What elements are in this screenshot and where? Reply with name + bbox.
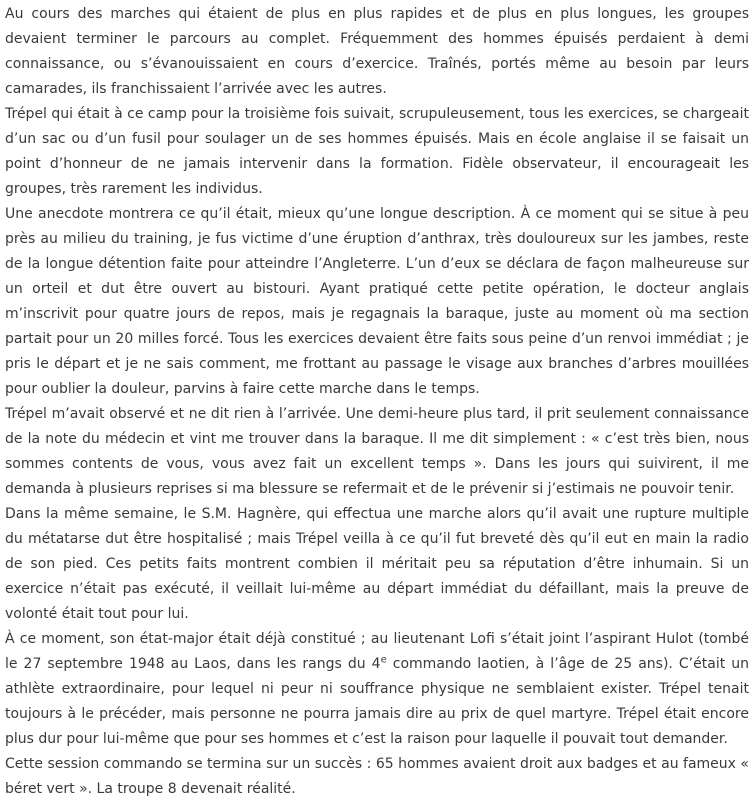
paragraph-4: Trépel m’avait observé et ne dit rien à l’arrivée. Une demi-heure plus tard, il prit seulement connaissance de la note du médecin et vint me trouver dans la baraque. Il me dit simplement : « c’est très bien, nous sommes contents de vous, vous avez fait un excellent temps ». Dans les jours qui suivirent, il me demanda à plusieurs reprises si ma blessure se refermait et de le prévenir si j’estimais ne pouvoir tenir.	[5, 406, 749, 497]
paragraph-2: Trépel qui était à ce camp pour la troisième fois suivait, scrupuleusement, tous les exercices, se chargeait d’un sac ou d’un fusil pour soulager un de ses hommes épuisés. Mais en école anglaise il se faisait un point d’honneur de ne jamais intervenir dans la formation. Fidèle observateur, il encourageait les groupes, très rarement les individus.	[5, 106, 749, 197]
paragraph-1: Au cours des marches qui étaient de plus en plus rapides et de plus en plus longues, les groupes devaient terminer le parcours au complet. Fréquemment des hommes épuisés perdaient à demi connaissance, ou s’évanouissaient en cours d’exercice. Traînés, portés même au besoin par leurs camarades, ils franchissaient l’arrivée avec les autres.	[5, 6, 749, 97]
paragraph-6-part-2: commando laotien, à l’âge de 25 ans). C’était un athlète extraordinaire, pour lequel ni peur ni souffrance physique ne semblaient exister. Trépel tenait toujours à le précéder, mais personne ne pourra jamais dire au prix de quel martyre. Trépel était encore plus dur pour lui-même que pour ses hommes et c’est la raison pour laquelle il pouvait tout demander.	[5, 656, 749, 747]
paragraph-6-part-1: À ce moment, son état-major était déjà constitué ; au lieutenant Lofi s’était joint l’aspirant Hulot (tombé le 27 septembre 1948 au Laos, dans les rangs du 4	[5, 631, 749, 672]
paragraph-5: Dans la même semaine, le S.M. Hagnère, qui effectua une marche alors qu’il avait une rupture multiple du métatarse dut être hospitalisé ; mais Trépel veilla à ce qu’il fut breveté dès qu’il eut en main la radio de son pied. Ces petits faits montrent combien il méritait peu sa réputation d’être inhumain. Si un exercice n’était pas exécuté, il veillait lui-même au départ immédiat du défaillant, mais la preuve de volonté était tout pour lui.	[5, 506, 749, 622]
paragraph-7: Cette session commando se termina sur un succès : 65 hommes avaient droit aux badges et au fameux « béret vert ». La troupe 8 devenait réalité.	[5, 756, 749, 797]
paragraph-3: Une anecdote montrera ce qu’il était, mieux qu’une longue description. À ce moment qui se situe à peu près au milieu du training, je fus victime d’une éruption d’anthrax, très douloureux sur les jambes, reste de la longue détention faite pour atteindre l’Angleterre. L’un d’eux se déclara de façon malheureuse sur un orteil et dut être ouvert au bistouri. Ayant pratiqué cette petite opération, le docteur anglais m’inscrivit pour quatre jours de repos, mais je regagnais la baraque, juste au moment où ma section partait pour un 20 milles forcé. Tous les exercices devaient être faits sous peine d’un renvoi immédiat ; je pris le départ et je ne sais comment, me frottant au passage le visage aux branches d’arbres mouillées pour oublier la douleur, parvins à faire cette marche dans le temps.	[5, 206, 749, 397]
document-body	[5, 0, 749, 802]
paragraph-6	[5, 627, 749, 752]
ordinal-superscript: e	[380, 654, 387, 666]
